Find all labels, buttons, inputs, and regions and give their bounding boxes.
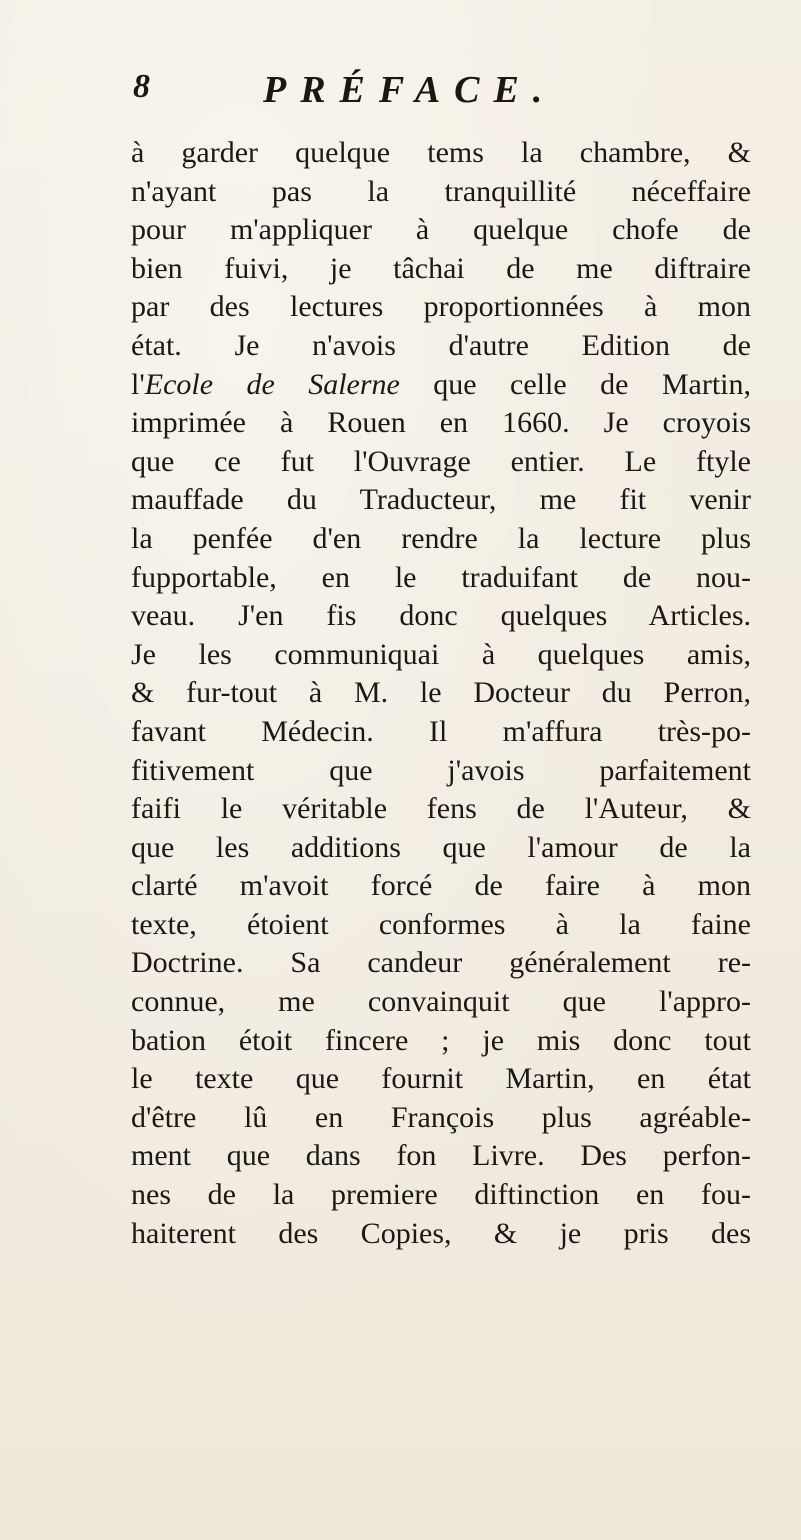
text-line: Doctrine. Sa candeur généralement re- <box>131 946 751 980</box>
text-line: faifi le véritable fens de l'Auteur, & <box>131 792 751 826</box>
text-line: & fur-tout à M. le Docteur du Perron, <box>131 676 751 710</box>
text-line: bation étoit fincere ; je mis donc tout <box>131 1023 751 1057</box>
text-line: mauffade du Traducteur, me fit venir <box>131 483 751 517</box>
text-line: d'être lû en François plus agréable- <box>131 1100 751 1134</box>
text-line: connue, me convainquit que l'appro- <box>131 985 751 1019</box>
preface-text <box>131 134 751 1253</box>
running-title: PRÉFACE. <box>263 69 557 111</box>
text-segment: que celle de Martin, <box>399 367 752 401</box>
text-line: état. Je n'avois d'autre Edition de <box>131 328 751 362</box>
text-line: fupportable, en le traduifant de nou- <box>131 560 751 594</box>
text-line: pour m'appliquer à quelque chofe de <box>131 213 751 247</box>
page-number: 8 <box>133 68 150 105</box>
text-line: le texte que fournit Martin, en état <box>131 1062 751 1096</box>
text-line: bien fuivi, je tâchai de me diftraire <box>131 251 751 285</box>
text-line: veau. J'en fis donc quelques Articles. <box>131 599 751 633</box>
text-segment: l' <box>131 367 145 401</box>
text-line: par des lectures proportionnées à mon <box>131 290 751 324</box>
book-title-italic: Ecole de Salerne <box>144 367 400 401</box>
text-line: texte, étoient conformes à la faine <box>131 907 751 941</box>
text-line: haiterent des Copies, & je pris des <box>131 1216 751 1250</box>
text-line: nes de la premiere diftinction en fou- <box>131 1178 751 1212</box>
text-line: imprimée à Rouen en 1660. Je croyois <box>131 406 751 440</box>
text-line: ment que dans fon Livre. Des perfon- <box>131 1139 751 1173</box>
text-line: n'ayant pas la tranquillité néceffaire <box>131 174 751 208</box>
text-line: clarté m'avoit forcé de faire à mon <box>131 869 751 903</box>
text-line: favant Médecin. Il m'affura très-po- <box>131 714 751 748</box>
text-line: que ce fut l'Ouvrage entier. Le ftyle <box>131 444 751 478</box>
text-line: fitivement que j'avois parfaitement <box>131 753 751 787</box>
text-line: Je les communiquai à quelques amis, <box>131 637 751 671</box>
text-line: la penfée d'en rendre la lecture plus <box>131 521 751 555</box>
text-line: que les additions que l'amour de la <box>131 830 751 864</box>
text-line: à garder quelque tems la chambre, & <box>131 136 751 169</box>
text-line <box>131 366 751 405</box>
page-header <box>115 68 715 118</box>
